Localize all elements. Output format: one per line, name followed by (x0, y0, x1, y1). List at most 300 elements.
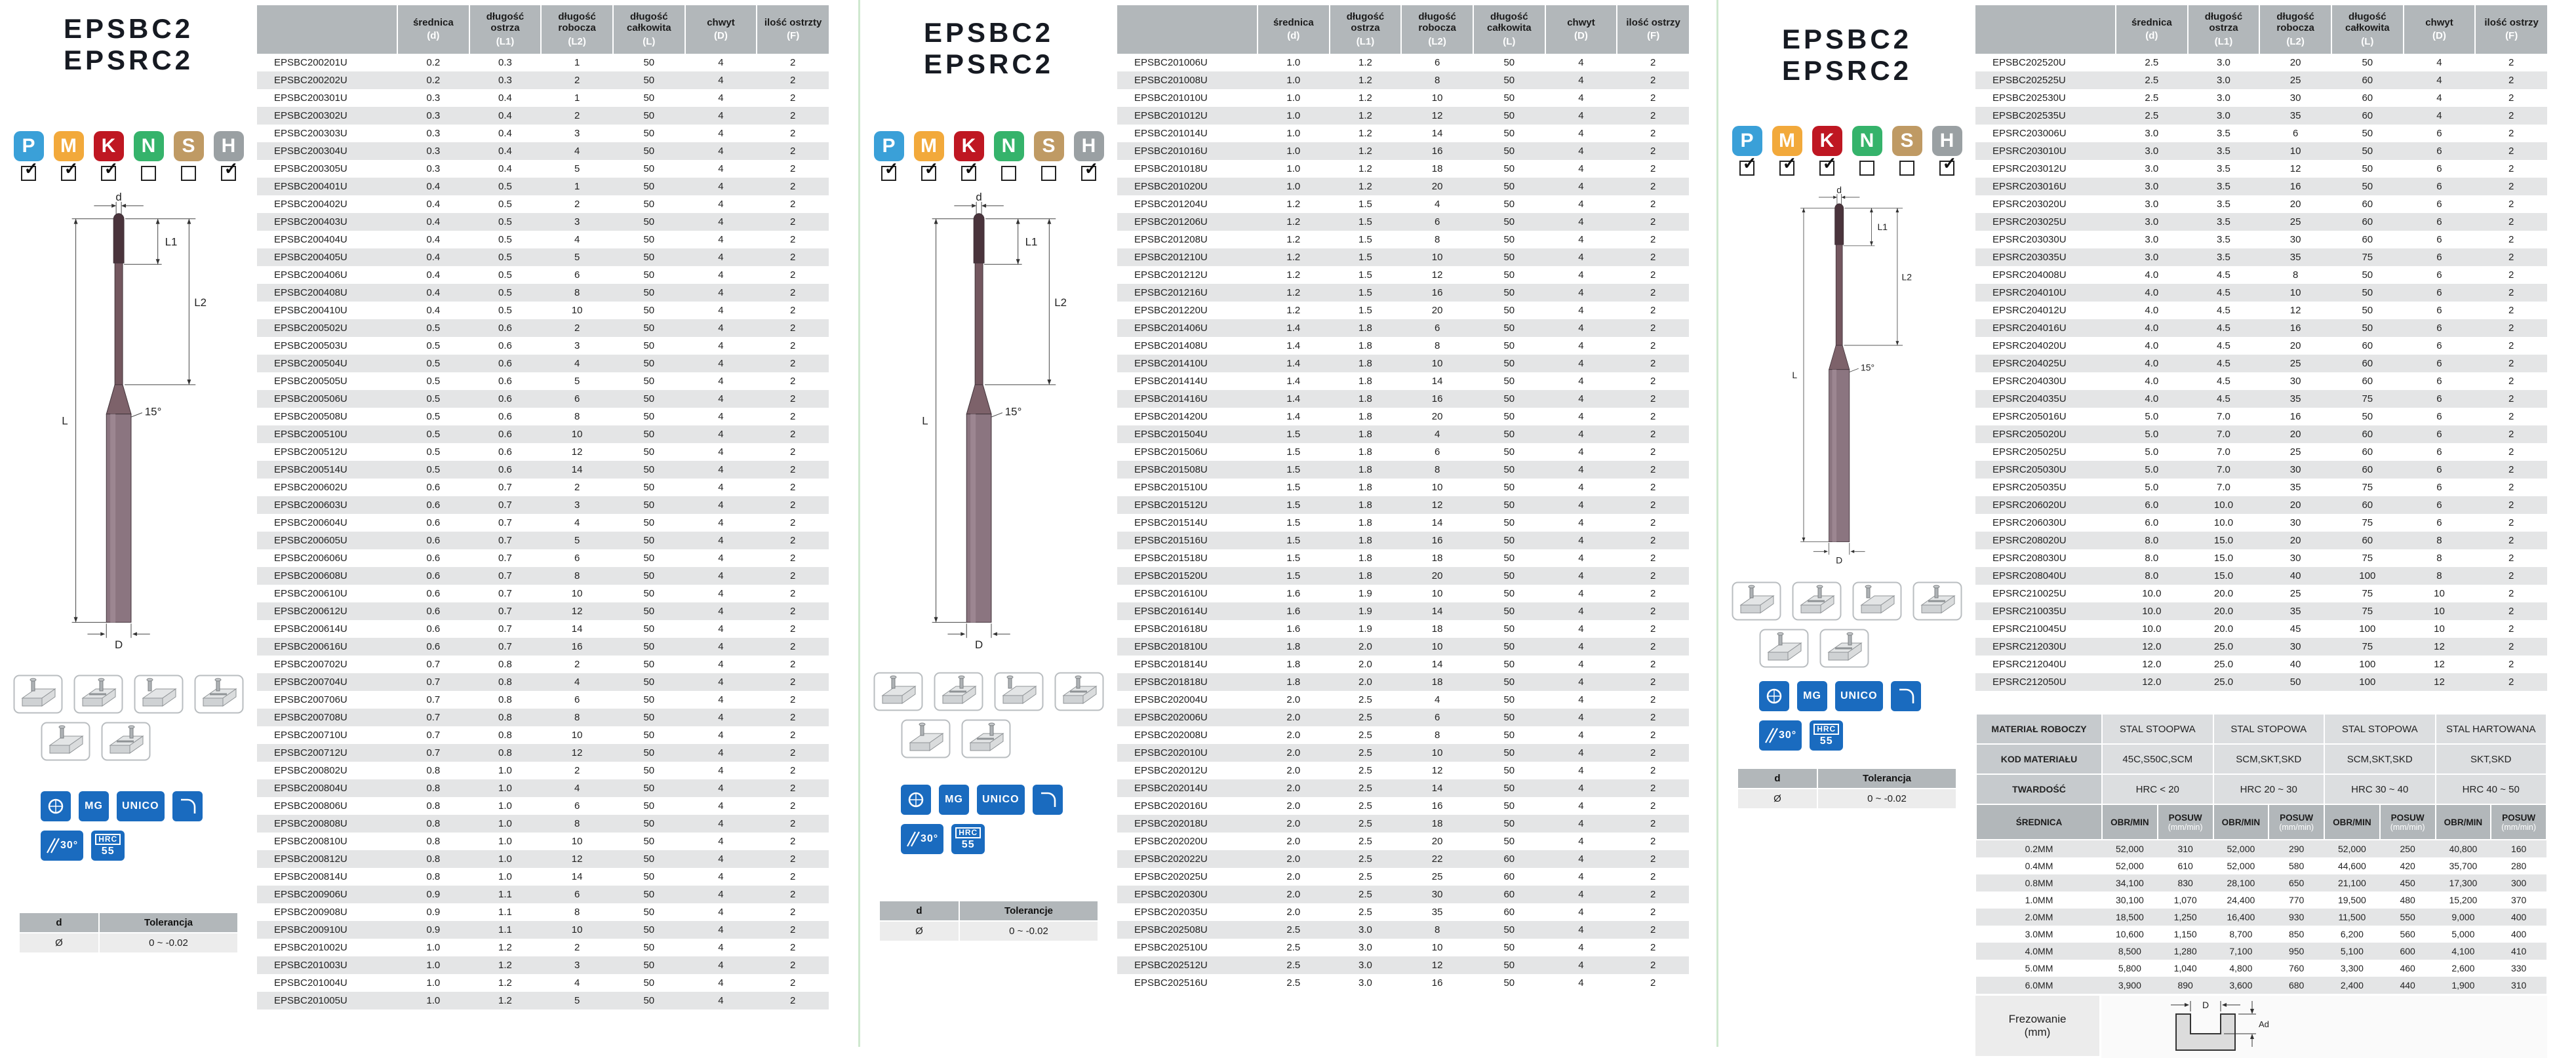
cutting-data-row: 1.0MM 30,100 1,070 24,400 770 19,500 480 15,200 370 (2025, 895, 2527, 905)
cutting-data-row: 0.8MM 34,100 830 28,100 650 21,100 450 17,300 300 (1976, 874, 2546, 891)
table-row: EPSBC200616U 0.6 0.7 16 50 4 2 (257, 638, 829, 656)
table-row: EPSRC204010U 4.0 4.5 10 50 6 2 (1975, 284, 2547, 302)
svg-text:d: d (115, 192, 122, 203)
table-row: EPSBC200602U 0.6 0.7 2 50 4 2 (274, 482, 796, 493)
svg-text:L1: L1 (1876, 221, 1888, 232)
helix-angle-label: 30° (1779, 729, 1797, 741)
material-k-icon: K (1812, 126, 1842, 156)
feature-icons-row2 (41, 831, 125, 861)
table-row: EPSBC201003U 1.0 1.2 3 50 4 2 (257, 956, 829, 974)
material-item (874, 131, 904, 181)
material-k-icon: K (94, 131, 124, 161)
table-row: EPSBC201516U 1.5 1.8 16 50 4 2 (1117, 532, 1689, 549)
hrc-label: HRC (1813, 724, 1839, 735)
cutting-data-row: 0.4MM 52,000 610 52,000 580 44,600 420 35,700 280 (2025, 861, 2527, 871)
milling-operation-icons-row2 (901, 719, 1011, 758)
table-row: EPSBC201005U 1.0 1.2 5 50 4 2 (257, 992, 829, 1009)
milling-op-icon (134, 675, 184, 714)
tolerance-value: 0 ~ -0.02 (99, 933, 238, 953)
table-row: EPSRC208040U 8.0 15.0 40 100 8 2 (1975, 567, 2547, 585)
table-row: EPSBC202510U 2.5 3.0 10 50 4 2 (1134, 942, 1656, 953)
panel-1-table-area (257, 0, 858, 1047)
material-item (1812, 126, 1842, 176)
material-p-checkbox: ✓ (21, 166, 36, 181)
svg-text:L1: L1 (165, 235, 178, 248)
slot-milling-diagram (2101, 996, 2547, 1058)
dimension-table-header (1975, 5, 2547, 54)
cutting-info-row: MATERIAŁ ROBOCZY STAL STOOPWA STAL STOPOWA STAL STOPOWA STAL HARTOWANA (1976, 714, 2546, 744)
table-row: EPSBC200712U 0.7 0.8 12 50 4 2 (257, 744, 829, 762)
tolerance-table (18, 912, 239, 954)
unico-badge: UNICO (977, 785, 1025, 815)
cutting-parameters-table (1975, 713, 2547, 994)
cutting-data-row: 5.0MM 5,800 1,040 4,800 760 3,300 460 2,600 330 (2025, 963, 2527, 973)
table-row: EPSBC201004U 1.0 1.2 4 50 4 2 (274, 977, 796, 989)
svg-text:L1: L1 (1025, 235, 1038, 248)
table-row: EPSRC210025U 10.0 20.0 25 75 10 2 (1992, 588, 2514, 599)
milling-op-icon (13, 675, 63, 714)
table-row: EPSBC201414U 1.4 1.8 14 50 4 2 (1134, 376, 1656, 387)
table-row: EPSBC201220U 1.2 1.5 20 50 4 2 (1134, 305, 1656, 316)
material-m-checkbox: ✓ (1779, 161, 1794, 176)
table-row: EPSRC206030U 6.0 10.0 30 75 6 2 (1992, 517, 2514, 528)
material-item (994, 131, 1024, 181)
corner-radius-icon (172, 791, 203, 821)
table-row: EPSBC200302U 0.3 0.4 2 50 4 2 (257, 107, 829, 125)
column-header: średnica (d) (2116, 5, 2188, 54)
material-k-checkbox: ✓ (101, 166, 116, 181)
table-row: EPSBC202530U 2.5 3.0 30 60 4 2 (1992, 92, 2514, 104)
material-m-checkbox: ✓ (61, 166, 76, 181)
table-row: EPSBC201018U 1.0 1.2 18 50 4 2 (1134, 163, 1656, 174)
column-header-code (257, 5, 397, 54)
table-row: EPSBC201420U 1.4 1.8 20 50 4 2 (1134, 411, 1656, 422)
material-s-icon: S (1892, 126, 1922, 156)
tolerance-header-label: Tolerancje (959, 901, 1098, 921)
feature-icons-row1 (1759, 681, 1921, 711)
material-item (1932, 126, 1962, 176)
table-row: EPSBC201212U 1.2 1.5 12 50 4 2 (1134, 269, 1656, 281)
table-row: EPSBC201514U 1.5 1.8 14 50 4 2 (1134, 517, 1656, 528)
material-p-icon: P (1732, 126, 1762, 156)
table-row: EPSBC200406U 0.4 0.5 6 50 4 2 (274, 269, 796, 281)
table-row: EPSRC212040U 12.0 25.0 40 100 12 2 (1992, 659, 2514, 670)
milling-op-icon (1054, 672, 1104, 711)
table-row: EPSBC200202U 0.2 0.3 2 50 4 2 (257, 71, 829, 89)
table-row: EPSBC200403U 0.4 0.5 3 50 4 2 (257, 213, 829, 231)
product-title (924, 17, 1054, 80)
svg-text:15°: 15° (1860, 362, 1874, 373)
table-row: EPSBC200808U 0.8 1.0 8 50 4 2 (257, 815, 829, 833)
cutting-data-row: 0.2MM 52,000 310 52,000 290 52,000 250 40,800 160 (1976, 840, 2546, 857)
material-s-checkbox (1899, 161, 1914, 176)
footer-label-text: Frezowanie (2008, 1013, 2067, 1025)
product-title (1782, 24, 1912, 87)
panel-2 (858, 0, 1716, 1047)
table-row: EPSBC200906U 0.9 1.1 6 50 4 2 (257, 886, 829, 903)
material-n-checkbox (1859, 161, 1874, 176)
tolerance-header-d: d (879, 901, 959, 921)
table-row: EPSRC204030U 4.0 4.5 30 60 6 2 (1992, 376, 2514, 387)
tolerance-symbol: Ø (1737, 789, 1817, 809)
table-row: EPSRC203020U 3.0 3.5 20 60 6 2 (1992, 199, 2514, 210)
table-row: EPSRC204020U 4.0 4.5 20 60 6 2 (1992, 340, 2514, 351)
dimension-table (1975, 5, 2547, 691)
cutting-data-row: 2.0MM 18,500 1,250 16,400 930 11,500 550 9,000 400 (1976, 909, 2546, 926)
material-h-icon: H (1074, 131, 1104, 161)
helix-30-badge (41, 831, 83, 861)
milling-operation-icons-row1 (1732, 581, 1962, 621)
material-m-icon: M (1772, 126, 1802, 156)
table-row: EPSBC201410U 1.4 1.8 10 50 4 2 (1117, 355, 1689, 372)
column-header: średnica (d) (397, 5, 469, 54)
milling-op-icon (873, 672, 923, 711)
material-m-icon: M (914, 131, 944, 161)
table-row: EPSRC204025U 4.0 4.5 25 60 6 2 (1975, 355, 2547, 372)
table-row: EPSBC202512U 2.5 3.0 12 50 4 2 (1117, 956, 1689, 974)
dimension-table-header (1117, 5, 1689, 54)
slot-diagram-svg (2137, 996, 2301, 1058)
table-row: EPSRC210045U 10.0 20.0 45 100 10 2 (1992, 623, 2514, 635)
table-row: EPSBC200606U 0.6 0.7 6 50 4 2 (274, 553, 796, 564)
table-row: EPSBC201614U 1.6 1.9 14 50 4 2 (1117, 602, 1689, 620)
material-p-checkbox: ✓ (881, 166, 896, 181)
material-item (214, 131, 244, 181)
material-item (1074, 131, 1104, 181)
milling-operation-icons-row2 (41, 722, 151, 761)
table-row: EPSBC200806U 0.8 1.0 6 50 4 2 (274, 800, 796, 812)
table-row: EPSBC200301U 0.3 0.4 1 50 4 2 (274, 92, 796, 104)
column-header: długość robocza (L2) (1401, 5, 1473, 54)
helix-angle-label: 30° (60, 839, 79, 851)
material-item (14, 131, 44, 181)
milling-op-icon (194, 675, 244, 714)
milling-op-icon (1819, 629, 1869, 668)
table-row: EPSBC202008U 2.0 2.5 8 50 4 2 (1134, 730, 1656, 741)
table-row: EPSBC200303U 0.3 0.4 3 50 4 2 (274, 128, 796, 139)
column-header: chwyt (D) (685, 5, 757, 54)
material-item (1892, 126, 1922, 176)
cutting-info-row: TWARDOŚĆ HRC < 20 HRC 20 ~ 30 HRC 30 ~ 40 HRC 40 ~ 50 (1976, 774, 2546, 804)
table-row: EPSRC204008U 4.0 4.5 8 50 6 2 (1992, 269, 2514, 281)
table-row: EPSRC204012U 4.0 4.5 12 50 6 2 (1992, 305, 2514, 316)
svg-text:d: d (1836, 186, 1842, 195)
table-row: EPSBC201814U 1.8 2.0 14 50 4 2 (1134, 659, 1656, 670)
column-header: długość ostrza (L1) (1330, 5, 1402, 54)
hrc-value: 55 (961, 839, 975, 851)
table-row: EPSBC200508U 0.5 0.6 8 50 4 2 (274, 411, 796, 422)
column-header: długość całkowita (L) (1473, 5, 1545, 54)
milling-op-icon (101, 722, 151, 761)
table-row: EPSBC200405U 0.4 0.5 5 50 4 2 (257, 248, 829, 266)
column-header: chwyt (D) (2404, 5, 2476, 54)
table-row: EPSBC200410U 0.4 0.5 10 50 4 2 (274, 305, 796, 316)
svg-text:D: D (1835, 555, 1842, 566)
end-mill-drawing-svg (881, 193, 1096, 652)
table-row: EPSBC201618U 1.6 1.9 18 50 4 2 (1134, 623, 1656, 635)
tool-technical-drawing (1758, 186, 1936, 570)
table-row: EPSRC208020U 8.0 15.0 20 60 8 2 (1975, 532, 2547, 549)
table-row: EPSBC201520U 1.5 1.8 20 50 4 2 (1117, 567, 1689, 585)
column-header: chwyt (D) (1545, 5, 1617, 54)
material-n-checkbox (141, 166, 156, 181)
table-row: EPSBC201508U 1.5 1.8 8 50 4 2 (1117, 461, 1689, 479)
ball-nose-icon (901, 785, 931, 815)
material-item (94, 131, 124, 181)
tolerance-value: 0 ~ -0.02 (959, 921, 1098, 941)
material-h-icon: H (1932, 126, 1962, 156)
material-n-icon: N (994, 131, 1024, 161)
column-header: długość całkowita (L) (613, 5, 685, 54)
table-row: EPSBC201204U 1.2 1.5 4 50 4 2 (1134, 199, 1656, 210)
table-row: EPSBC200702U 0.7 0.8 2 50 4 2 (274, 659, 796, 670)
feature-icons-row2 (901, 824, 985, 854)
panel-2-left-column (860, 0, 1117, 1047)
milling-op-icon (1912, 581, 1962, 621)
table-row: EPSBC202006U 2.0 2.5 6 50 4 2 (1117, 709, 1689, 726)
milling-op-icon (73, 675, 123, 714)
tool-technical-drawing (21, 193, 236, 655)
table-row: EPSBC201408U 1.4 1.8 8 50 4 2 (1134, 340, 1656, 351)
table-row: EPSRC212030U 12.0 25.0 30 75 12 2 (1975, 638, 2547, 656)
cutting-table-footer (1975, 996, 2547, 1058)
hrc-label: HRC (955, 827, 981, 838)
svg-text:L2: L2 (1901, 271, 1912, 283)
svg-text:L2: L2 (194, 296, 207, 309)
product-title-line1: EPSBC2 (1781, 24, 1912, 54)
table-row: EPSBC200706U 0.7 0.8 6 50 4 2 (274, 694, 796, 705)
table-row: EPSBC200603U 0.6 0.7 3 50 4 2 (257, 496, 829, 514)
material-item (1034, 131, 1064, 181)
svg-text:d: d (976, 192, 982, 203)
table-row: EPSRC205020U 5.0 7.0 20 60 6 2 (1975, 425, 2547, 443)
svg-text:D: D (975, 638, 983, 651)
unico-badge: UNICO (117, 791, 165, 821)
table-row: EPSBC201416U 1.4 1.8 16 50 4 2 (1117, 390, 1689, 408)
table-row: EPSBC201210U 1.2 1.5 10 50 4 2 (1117, 248, 1689, 266)
helix-30-badge (1759, 720, 1802, 751)
table-row: EPSBC201014U 1.0 1.2 14 50 4 2 (1134, 128, 1656, 139)
svg-text:Ad: Ad (2259, 1019, 2269, 1029)
tolerance-header-label: Tolerancja (1817, 768, 1956, 789)
mg-badge: MG (79, 791, 109, 821)
table-row: EPSBC200814U 0.8 1.0 14 50 4 2 (274, 871, 796, 882)
footer-label-sub: (mm) (2024, 1026, 2051, 1038)
corner-radius-icon (1891, 681, 1921, 711)
table-row: EPSBC200505U 0.5 0.6 5 50 4 2 (274, 376, 796, 387)
milling-op-icon (1792, 581, 1842, 621)
panel-3-table-area (1975, 0, 2575, 1047)
hrc-label: HRC (95, 834, 121, 845)
material-applicability-icons (14, 131, 244, 181)
milling-footer-label (1975, 996, 2101, 1056)
svg-text:D: D (115, 638, 123, 651)
material-m-icon: M (54, 131, 84, 161)
milling-op-icon (1759, 629, 1809, 668)
tolerance-header-d: d (19, 912, 99, 933)
table-row: EPSBC201002U 1.0 1.2 2 50 4 2 (274, 942, 796, 953)
table-row: EPSBC200802U 0.8 1.0 2 50 4 2 (274, 765, 796, 776)
product-title-line1: EPSBC2 (923, 17, 1054, 48)
product-title-line2: EPSRC2 (63, 44, 194, 75)
table-row: EPSBC202035U 2.0 2.5 35 60 4 2 (1134, 907, 1656, 918)
column-header: ilość ostrzy (F) (2475, 5, 2547, 54)
panel-3-left-column (1718, 0, 1975, 1047)
table-row: EPSBC200804U 0.8 1.0 4 50 4 2 (257, 779, 829, 797)
material-item (954, 131, 984, 181)
column-header: ilość ostrzty (F) (757, 5, 829, 54)
table-row: EPSRC205016U 5.0 7.0 16 50 6 2 (1992, 411, 2514, 422)
table-row: EPSBC200402U 0.4 0.5 2 50 4 2 (274, 199, 796, 210)
table-row: EPSBC200810U 0.8 1.0 10 50 4 2 (274, 836, 796, 847)
table-row: EPSBC201504U 1.5 1.8 4 50 4 2 (1117, 425, 1689, 443)
table-row: EPSBC200304U 0.3 0.4 4 50 4 2 (257, 142, 829, 160)
tolerance-symbol: Ø (879, 921, 959, 941)
table-row: EPSRC204035U 4.0 4.5 35 75 6 2 (1975, 390, 2547, 408)
material-item (174, 131, 204, 181)
material-s-checkbox (181, 166, 196, 181)
column-header: długość ostrza (L1) (469, 5, 542, 54)
table-row: EPSBC200512U 0.5 0.6 12 50 4 2 (274, 446, 796, 458)
milling-op-icon (1732, 581, 1781, 621)
hrc-55-badge (1810, 720, 1843, 751)
column-header-code (1975, 5, 2116, 54)
material-k-checkbox: ✓ (1819, 161, 1834, 176)
table-row: EPSRC203025U 3.0 3.5 25 60 6 2 (1975, 213, 2547, 231)
table-row: EPSBC200604U 0.6 0.7 4 50 4 2 (274, 517, 796, 528)
hrc-55-badge (951, 824, 985, 854)
table-row: EPSRC212050U 12.0 25.0 50 100 12 2 (1975, 673, 2547, 691)
tolerance-header-d: d (1737, 768, 1817, 789)
table-row: EPSRC203006U 3.0 3.5 6 50 6 2 (1992, 128, 2514, 139)
table-row: EPSBC200404U 0.4 0.5 4 50 4 2 (274, 234, 796, 245)
material-n-icon: N (1852, 126, 1882, 156)
table-row: EPSBC202025U 2.0 2.5 25 60 4 2 (1134, 871, 1656, 882)
table-row: EPSBC200504U 0.5 0.6 4 50 4 2 (257, 355, 829, 372)
material-p-icon: P (874, 131, 904, 161)
helix-angle-label: 30° (921, 833, 939, 844)
table-row: EPSBC200610U 0.6 0.7 10 50 4 2 (274, 588, 796, 599)
table-row: EPSRC205030U 5.0 7.0 30 60 6 2 (1975, 461, 2547, 479)
table-row: EPSBC202012U 2.0 2.5 12 50 4 2 (1134, 765, 1656, 776)
table-row: EPSRC205025U 5.0 7.0 25 60 6 2 (1992, 446, 2514, 458)
tolerance-table (1737, 768, 1957, 810)
product-title-line2: EPSRC2 (1781, 54, 1912, 86)
milling-op-icon (994, 672, 1044, 711)
table-row: EPSBC200812U 0.8 1.0 12 50 4 2 (257, 850, 829, 868)
table-row: EPSRC203016U 3.0 3.5 16 50 6 2 (1975, 178, 2547, 195)
table-row: EPSBC200514U 0.5 0.6 14 50 4 2 (257, 461, 829, 479)
dimension-table-header (257, 5, 829, 54)
panel-2-table-area (1117, 0, 1716, 1047)
material-n-icon: N (134, 131, 164, 161)
material-item (1852, 126, 1882, 176)
table-row: EPSBC202030U 2.0 2.5 30 60 4 2 (1117, 886, 1689, 903)
table-row: EPSBC202016U 2.0 2.5 16 50 4 2 (1134, 800, 1656, 812)
material-k-icon: K (954, 131, 984, 161)
table-row: EPSBC201406U 1.4 1.8 6 50 4 2 (1117, 319, 1689, 337)
material-item (134, 131, 164, 181)
table-row: EPSRC205035U 5.0 7.0 35 75 6 2 (1992, 482, 2514, 493)
material-s-icon: S (1034, 131, 1064, 161)
hrc-value: 55 (101, 846, 115, 857)
product-title-line2: EPSRC2 (923, 48, 1054, 79)
table-row: EPSBC200608U 0.6 0.7 8 50 4 2 (257, 567, 829, 585)
material-h-checkbox: ✓ (221, 166, 236, 181)
dimension-table (257, 5, 829, 1009)
table-row: EPSRC208030U 8.0 15.0 30 75 8 2 (1992, 553, 2514, 564)
table-row: EPSBC201810U 1.8 2.0 10 50 4 2 (1117, 638, 1689, 656)
cutting-data-row: 4.0MM 8,500 1,280 7,100 950 5,100 600 4,100 410 (1976, 943, 2546, 960)
column-header: długość robocza (L2) (2259, 5, 2331, 54)
table-row: EPSRC203010U 3.0 3.5 10 50 6 2 (1975, 142, 2547, 160)
product-title-line1: EPSBC2 (63, 13, 194, 44)
table-row: EPSBC200503U 0.5 0.6 3 50 4 2 (274, 340, 796, 351)
mg-badge: MG (939, 785, 969, 815)
table-row: EPSBC201512U 1.5 1.8 12 50 4 2 (1117, 496, 1689, 514)
table-row: EPSBC202520U 2.5 3.0 20 50 4 2 (1992, 57, 2514, 68)
table-row: EPSBC200305U 0.3 0.4 5 50 4 2 (274, 163, 796, 174)
material-n-checkbox (1001, 166, 1016, 181)
table-row: EPSBC202535U 2.5 3.0 35 60 4 2 (1975, 107, 2547, 125)
column-header: długość ostrza (L1) (2188, 5, 2260, 54)
svg-text:15°: 15° (144, 405, 162, 418)
table-row: EPSBC200614U 0.6 0.7 14 50 4 2 (274, 623, 796, 635)
table-row: EPSRC203012U 3.0 3.5 12 50 6 2 (1992, 163, 2514, 174)
column-header: długość całkowita (L) (2331, 5, 2404, 54)
table-row: EPSBC201010U 1.0 1.2 10 50 4 2 (1134, 92, 1656, 104)
table-row: EPSBC201008U 1.0 1.2 8 50 4 2 (1117, 71, 1689, 89)
panel-3 (1716, 0, 2575, 1047)
table-row: EPSBC200710U 0.7 0.8 10 50 4 2 (274, 730, 796, 741)
material-p-icon: P (14, 131, 44, 161)
column-header: średnica (d) (1258, 5, 1330, 54)
table-row: EPSBC200510U 0.5 0.6 10 50 4 2 (257, 425, 829, 443)
table-row: EPSBC200910U 0.9 1.1 10 50 4 2 (257, 921, 829, 939)
table-row: EPSBC200502U 0.5 0.6 2 50 4 2 (257, 319, 829, 337)
hrc-55-badge (91, 831, 125, 861)
milling-op-icon (1852, 581, 1902, 621)
table-row: EPSBC200408U 0.4 0.5 8 50 4 2 (257, 284, 829, 302)
milling-op-icon (934, 672, 983, 711)
column-header: ilość ostrzy (F) (1617, 5, 1689, 54)
table-row: EPSBC201206U 1.2 1.5 6 50 4 2 (1117, 213, 1689, 231)
ball-nose-icon (1759, 681, 1789, 711)
end-mill-drawing-svg (1758, 186, 1936, 566)
material-s-checkbox (1041, 166, 1056, 181)
end-mill-drawing-svg (21, 193, 236, 652)
corner-radius-icon (1033, 785, 1063, 815)
table-row: EPSBC201510U 1.5 1.8 10 50 4 2 (1134, 482, 1656, 493)
material-h-checkbox: ✓ (1081, 166, 1096, 181)
table-row: EPSBC202516U 2.5 3.0 16 50 4 2 (1134, 977, 1656, 989)
column-header: długość robocza (L2) (541, 5, 613, 54)
milling-op-icon (41, 722, 90, 761)
material-item (54, 131, 84, 181)
milling-op-icon (961, 719, 1011, 758)
material-h-icon: H (214, 131, 244, 161)
table-row: EPSRC210035U 10.0 20.0 35 75 10 2 (1975, 602, 2547, 620)
table-row: EPSBC200506U 0.5 0.6 6 50 4 2 (257, 390, 829, 408)
mg-badge: MG (1797, 681, 1827, 711)
svg-text:L: L (922, 414, 928, 427)
product-title (64, 13, 193, 76)
table-row: EPSRC206020U 6.0 10.0 20 60 6 2 (1975, 496, 2547, 514)
table-row: EPSRC203030U 3.0 3.5 30 60 6 2 (1992, 234, 2514, 245)
material-h-checkbox: ✓ (1939, 161, 1954, 176)
cutting-info-row: KOD MATERIAŁU 45C,S50C,SCM SCM,SKT,SKD SCM,SKT,SKD SKT,SKD (1976, 744, 2546, 774)
cutting-data-row: 6.0MM 3,900 890 3,600 680 2,400 440 1,900 310 (1976, 977, 2546, 994)
